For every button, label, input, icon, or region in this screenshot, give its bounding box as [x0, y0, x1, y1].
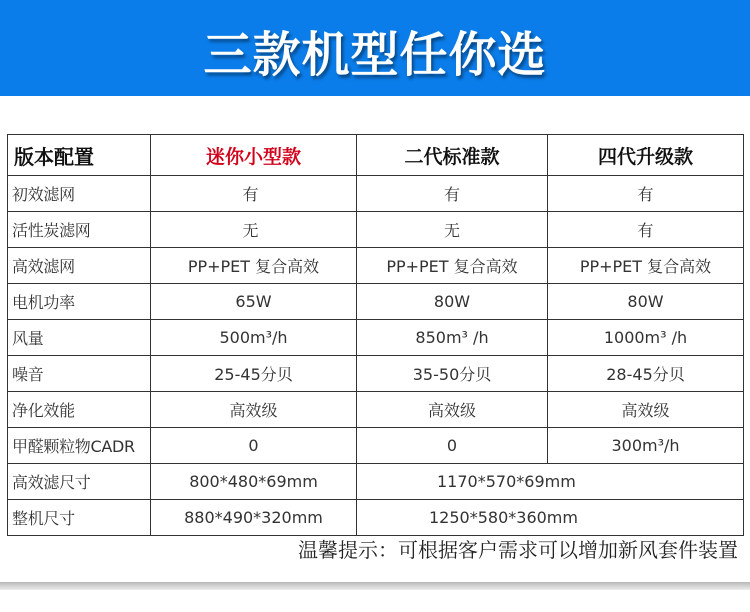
cell-value: 1000m³ /h — [548, 320, 744, 356]
cell-value: 有 — [151, 176, 357, 212]
spec-comparison-table — [7, 134, 744, 536]
cell-value: 0 — [151, 428, 357, 464]
cell-value: 25-45分贝 — [151, 356, 357, 392]
cell-value: 无 — [357, 212, 548, 248]
row-label: 净化效能 — [8, 392, 151, 428]
table-row — [8, 284, 744, 320]
table-row — [8, 356, 744, 392]
table-row — [8, 320, 744, 356]
footer-tip: 温馨提示：可根据客户需求可以增加新风套件装置 — [298, 538, 738, 562]
cell-value: 880*490*320mm — [151, 500, 357, 536]
cell-value: 800*480*69mm — [151, 464, 357, 500]
row-label: 整机尺寸 — [8, 500, 151, 536]
cell-value: 无 — [151, 212, 357, 248]
cell-value-merged: 1170*570*69mm — [357, 464, 744, 500]
table-row — [8, 212, 744, 248]
cell-value: 有 — [548, 212, 744, 248]
row-label: 电机功率 — [8, 284, 151, 320]
cell-value: PP+PET 复合高效 — [548, 248, 744, 284]
row-label: 高效滤网 — [8, 248, 151, 284]
header-model-upgrade: 四代升级款 — [548, 135, 744, 176]
row-label: 高效滤尺寸 — [8, 464, 151, 500]
row-label: 初效滤网 — [8, 176, 151, 212]
table-row — [8, 428, 744, 464]
cell-value: 0 — [357, 428, 548, 464]
cell-value: 高效级 — [548, 392, 744, 428]
row-label: 甲醛颗粒物CADR — [8, 428, 151, 464]
header-model-standard: 二代标准款 — [357, 135, 548, 176]
table-header-row — [8, 135, 744, 176]
cell-value: 高效级 — [151, 392, 357, 428]
banner-title: 三款机型任你选 — [203, 26, 547, 83]
cell-value: 80W — [357, 284, 548, 320]
cell-value: 有 — [548, 176, 744, 212]
cell-value: 500m³/h — [151, 320, 357, 356]
table-row — [8, 248, 744, 284]
cell-value: 高效级 — [357, 392, 548, 428]
table-row — [8, 176, 744, 212]
row-label: 风量 — [8, 320, 151, 356]
header-label: 版本配置 — [8, 135, 151, 176]
cell-value: 65W — [151, 284, 357, 320]
row-label: 活性炭滤网 — [8, 212, 151, 248]
table-row — [8, 392, 744, 428]
bottom-divider — [0, 582, 750, 590]
cell-value: PP+PET 复合高效 — [151, 248, 357, 284]
cell-value: 80W — [548, 284, 744, 320]
cell-value: 35-50分贝 — [357, 356, 548, 392]
cell-value: 28-45分贝 — [548, 356, 744, 392]
cell-value: 300m³/h — [548, 428, 744, 464]
table-row — [8, 464, 744, 500]
cell-value: 850m³ /h — [357, 320, 548, 356]
header-model-mini: 迷你小型款 — [151, 135, 357, 176]
row-label: 噪音 — [8, 356, 151, 392]
cell-value-merged: 1250*580*360mm — [357, 500, 744, 536]
title-banner — [0, 0, 750, 96]
table-row — [8, 500, 744, 536]
cell-value: PP+PET 复合高效 — [357, 248, 548, 284]
cell-value: 有 — [357, 176, 548, 212]
